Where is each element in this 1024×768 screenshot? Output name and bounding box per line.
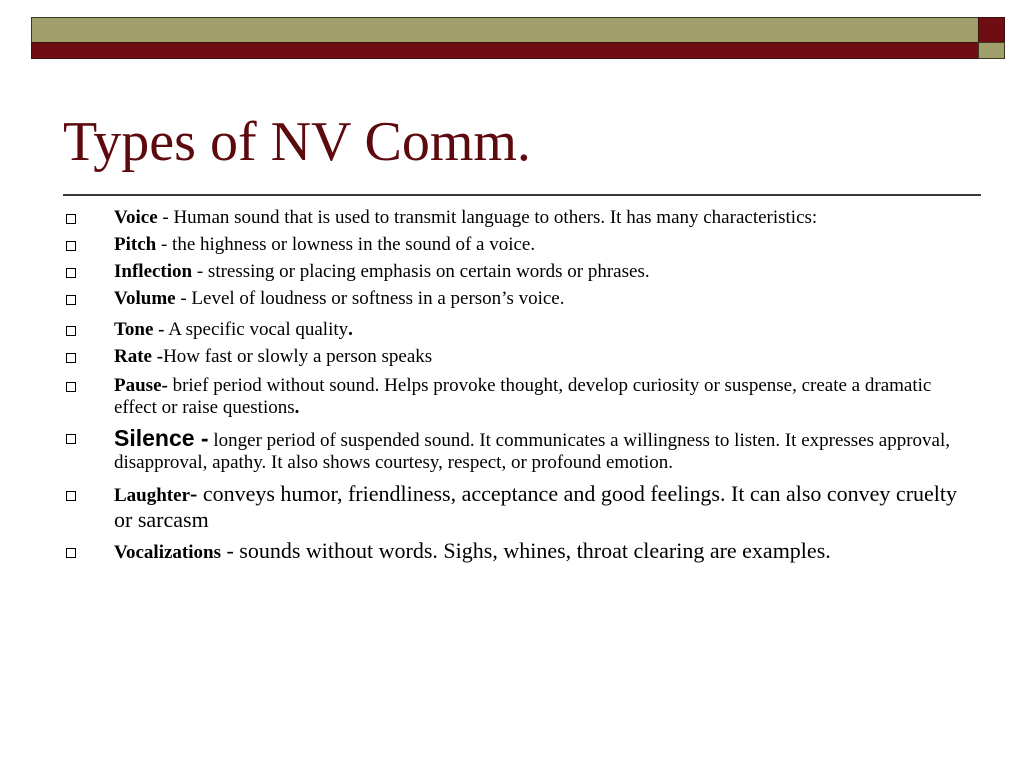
item-term: Silence - <box>114 424 209 451</box>
square-bullet-icon <box>66 326 76 336</box>
item-text: longer period of suspended sound. It communicates a willingness to listen. It expresses approval, disapproval, apathy. It also shows courtesy, respect, or profound emotion. <box>114 429 950 473</box>
list-item-volume <box>63 288 963 310</box>
square-bullet-icon <box>66 491 76 501</box>
item-term: Voice <box>114 207 158 228</box>
square-bullet-icon <box>66 353 76 363</box>
item-term: Volume <box>114 287 176 309</box>
item-text: conveys humor, friendliness, acceptance and good feelings. It can also convey cruelty or sarcasm <box>114 481 958 533</box>
item-term: Pause- <box>114 375 168 397</box>
item-term: Rate - <box>114 346 164 368</box>
list-item-voice <box>63 207 963 229</box>
list-item-pause <box>63 375 963 419</box>
item-dash: - <box>190 481 198 507</box>
item-text: - Level of loudness or softness in a person’s voice. <box>175 287 565 309</box>
header-band-red <box>31 42 980 59</box>
header-square-olive <box>978 42 1005 59</box>
square-bullet-icon <box>66 382 76 392</box>
title-divider <box>63 194 981 196</box>
list-item-tone <box>63 319 963 341</box>
square-bullet-icon <box>66 548 76 558</box>
square-bullet-icon <box>66 214 76 224</box>
item-text: A specific vocal quality <box>164 319 349 341</box>
item-tail: . <box>348 319 353 341</box>
square-bullet-icon <box>66 434 76 444</box>
item-tail: . <box>294 396 300 418</box>
item-term: Inflection <box>114 260 193 282</box>
item-term: Pitch <box>114 233 157 255</box>
header-band-olive <box>31 17 980 44</box>
item-text: - sounds without words. Sighs, whines, throat clearing are examples. <box>220 538 831 564</box>
item-text: - Human sound that is used to transmit language to others. It has many characteristics: <box>157 207 818 228</box>
item-text: - stressing or placing emphasis on certain words or phrases. <box>192 260 650 282</box>
item-term: Tone - <box>114 319 165 341</box>
header-square-red <box>978 17 1005 44</box>
square-bullet-icon <box>66 268 76 278</box>
item-term: Laughter <box>114 485 190 507</box>
list-item-rate <box>63 346 963 368</box>
list-item-laughter <box>63 481 963 533</box>
slide-title: Types of NV Comm. <box>63 111 531 173</box>
list-item-vocalizations <box>63 538 963 564</box>
list-item-inflection <box>63 261 963 283</box>
square-bullet-icon <box>66 241 76 251</box>
item-text: How fast or slowly a person speaks <box>163 346 433 368</box>
item-text: - the highness or lowness in the sound of a voice. <box>156 233 536 255</box>
list-item-silence <box>63 425 963 474</box>
bullet-list <box>63 207 963 564</box>
item-text: brief period without sound. Helps provoke thought, develop curiosity or suspense, create a dramatic effect or raise questions <box>114 375 932 418</box>
list-item-pitch <box>63 234 963 256</box>
item-term: Vocalizations <box>114 542 221 564</box>
square-bullet-icon <box>66 295 76 305</box>
